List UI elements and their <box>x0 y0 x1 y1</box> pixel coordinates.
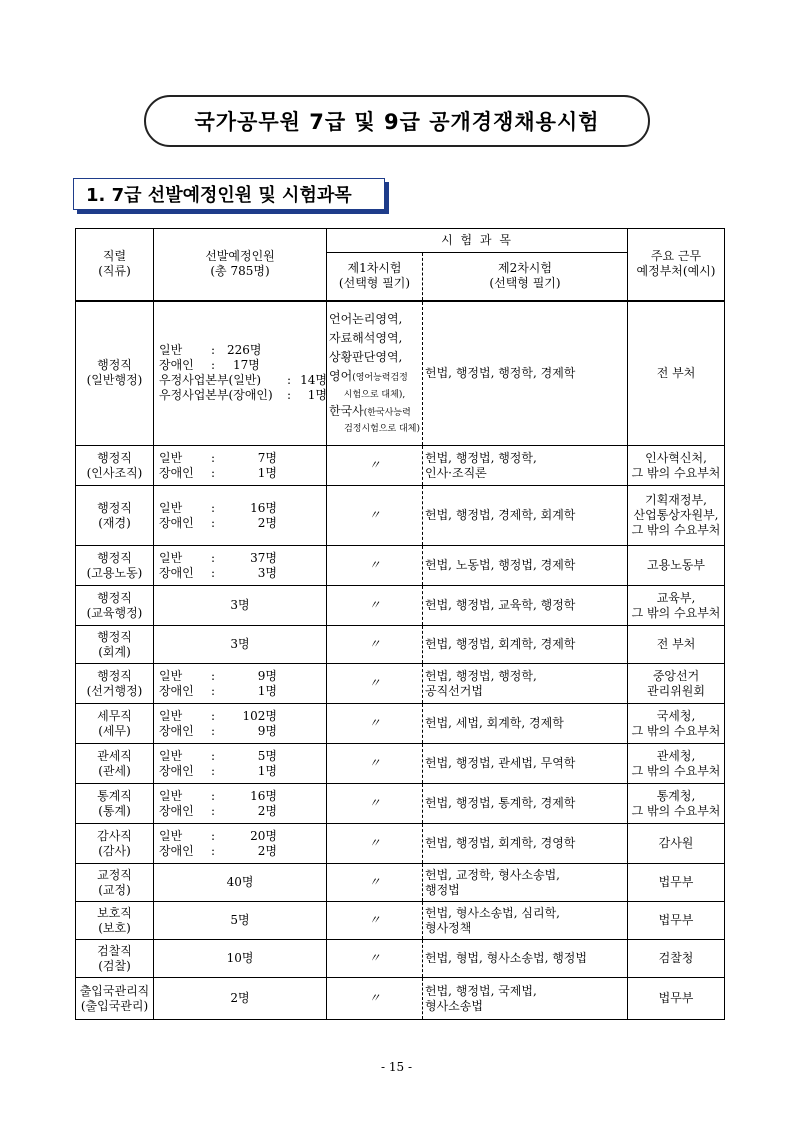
second-exam-line: 헌법, 행정법, 국제법, <box>425 983 537 998</box>
second-exam-line: 헌법, 행정법, 행정학, <box>425 450 537 465</box>
dept-line: 그 밖의 수요부처 <box>631 763 721 778</box>
count-line <box>156 388 327 403</box>
dept-line: 기획재정부, <box>645 493 707 507</box>
count-label: 일반 <box>159 343 183 358</box>
cell-dept <box>628 586 725 626</box>
cell-first-exam <box>327 864 423 902</box>
second-exam-line: 헌법, 행정법, 교육학, 행정학 <box>425 598 576 612</box>
second-exam-line: 헌법, 행정법, 행정학, <box>425 668 537 683</box>
table-row <box>76 784 725 824</box>
count-sep: : <box>211 763 216 778</box>
jik-text: 관세직 <box>97 748 132 763</box>
section-title <box>73 178 385 210</box>
page-number: - 15 - <box>380 1060 412 1074</box>
first-exam-hist-note: (한국사능력 <box>363 408 411 419</box>
cell-first-exam <box>327 664 423 704</box>
cell-dept <box>628 446 725 486</box>
count-line <box>156 804 324 819</box>
cell-first-exam <box>327 586 423 626</box>
second-exam-line: 공직선거법 <box>425 683 483 698</box>
count-sep: : <box>211 565 216 580</box>
count-label: 일반 <box>159 708 183 723</box>
count-label: 일반 <box>159 828 183 843</box>
header-siheom: 시 험 과 목 <box>327 229 628 253</box>
count-sep: : <box>211 450 216 465</box>
count-line <box>156 709 324 724</box>
cell-counts <box>154 301 327 446</box>
ryu-text: (보호) <box>98 920 131 935</box>
second-exam-line: 헌법, 행정법, 경제학, 회계학 <box>425 508 576 522</box>
cell-first-exam <box>327 626 423 664</box>
count-label: 장애인 <box>159 565 194 580</box>
count-total: 3명 <box>230 598 250 612</box>
count-line <box>156 551 324 566</box>
ryu-text: (세무) <box>98 723 131 738</box>
ryu-text: (고용노동) <box>86 565 143 580</box>
cell-first-exam <box>327 784 423 824</box>
dept-line: 법무부 <box>658 913 694 927</box>
header-seonbal <box>154 229 327 301</box>
count-label: 장애인 <box>159 465 194 480</box>
document-title <box>144 95 650 147</box>
count-sep: : <box>211 550 216 565</box>
jik-text: 보호직 <box>97 905 132 920</box>
second-exam-line: 헌법, 형법, 형사소송법, 행정법 <box>425 951 587 965</box>
count-line <box>156 343 324 358</box>
cell-counts <box>154 784 327 824</box>
jik-text: 세무직 <box>97 708 132 723</box>
header-second-text: 제2차시험 <box>497 261 552 276</box>
section-header <box>73 178 389 214</box>
jik-text: 검찰직 <box>97 943 132 958</box>
cell-dept <box>628 978 725 1020</box>
count-label: 장애인 <box>159 515 194 530</box>
ditto-mark: 〃 <box>368 598 381 612</box>
jik-text: 행정직 <box>97 629 132 644</box>
cell-counts <box>154 664 327 704</box>
dept-line: 인사혁신처, <box>645 450 707 465</box>
jik-text: 행정직 <box>97 590 132 605</box>
count-line <box>156 724 324 739</box>
count-value: 1명 <box>257 465 277 480</box>
cell-counts <box>154 586 327 626</box>
dept-line: 그 밖의 수요부처 <box>631 523 721 537</box>
jik-text: 행정직 <box>97 550 132 565</box>
second-exam-line: 헌법, 세법, 회계학, 경제학 <box>425 716 564 730</box>
cell-dept <box>628 824 725 864</box>
ditto-mark: 〃 <box>368 676 381 690</box>
ditto-mark: 〃 <box>368 756 381 770</box>
cell-first-exam <box>327 446 423 486</box>
second-exam-line: 헌법, 교정학, 형사소송법, <box>425 867 560 882</box>
cell-second-exam <box>423 978 628 1020</box>
first-exam-eng-note: (영어능력검정 <box>352 373 408 384</box>
count-label: 일반 <box>159 550 183 565</box>
dept-line: 산업통상자원부, <box>633 508 719 522</box>
count-sep: : <box>211 748 216 763</box>
second-exam-line: 헌법, 형사소송법, 심리학, <box>425 905 560 920</box>
cell-counts <box>154 940 327 978</box>
ryu-text: (검찰) <box>98 958 131 973</box>
cell-counts <box>154 446 327 486</box>
count-value: 9명 <box>257 668 277 683</box>
count-total: 5명 <box>230 913 250 927</box>
header-dept <box>628 229 725 301</box>
cell-second-exam <box>423 586 628 626</box>
table-row <box>76 546 725 586</box>
count-value: 7명 <box>257 450 277 465</box>
dept-line: 그 밖의 수요부처 <box>631 723 721 738</box>
header-dept-text: 주요 근무 <box>650 249 702 264</box>
count-sep: : <box>287 388 292 403</box>
cell-second-exam <box>423 626 628 664</box>
ditto-mark: 〃 <box>368 458 381 472</box>
cell-first-exam <box>327 546 423 586</box>
header-jikryeol <box>76 229 154 301</box>
cell-first-exam <box>327 902 423 940</box>
count-value: 1명 <box>307 388 327 403</box>
cell-jik <box>76 824 154 864</box>
first-exam-hist: 한국사 <box>329 404 364 419</box>
header-first-text: 제1차시험 <box>347 261 402 276</box>
cell-second-exam <box>423 864 628 902</box>
cell-dept <box>628 784 725 824</box>
count-line <box>156 669 324 684</box>
cell-counts <box>154 626 327 664</box>
ditto-mark: 〃 <box>368 951 381 965</box>
table-row <box>76 446 725 486</box>
count-line <box>156 451 324 466</box>
count-value: 37명 <box>250 550 277 565</box>
cell-jik <box>76 546 154 586</box>
ryu-text: (통계) <box>98 803 131 818</box>
second-exam-line: 헌법, 행정법, 회계학, 경제학 <box>425 637 576 651</box>
cell-second-exam <box>423 486 628 546</box>
count-line <box>156 466 324 481</box>
count-value: 1명 <box>257 763 277 778</box>
cell-jik <box>76 301 154 446</box>
ditto-mark: 〃 <box>368 508 381 522</box>
count-value: 5명 <box>257 748 277 763</box>
jik-text: 출입국관리직 <box>79 983 150 998</box>
jik-text: 행정직 <box>97 358 132 373</box>
dept-line: 관리위원회 <box>647 683 705 698</box>
dept-line: 그 밖의 수요부처 <box>631 465 721 480</box>
ditto-mark: 〃 <box>368 716 381 730</box>
jik-text: 교정직 <box>97 867 132 882</box>
cell-jik <box>76 744 154 784</box>
count-sep: : <box>211 343 216 358</box>
cell-counts <box>154 486 327 546</box>
count-value: 102명 <box>242 708 277 723</box>
dept-line: 국세청, <box>656 708 696 723</box>
table-row <box>76 824 725 864</box>
header-seonbal-text: 선발예정인원 <box>205 249 275 264</box>
second-exam-line: 인사·조직론 <box>425 465 487 480</box>
first-exam-line: 자료해석영역, <box>329 331 403 346</box>
cell-jik <box>76 784 154 824</box>
cell-second-exam <box>423 744 628 784</box>
count-sep: : <box>211 723 216 738</box>
cell-first-exam <box>327 486 423 546</box>
cell-jik <box>76 586 154 626</box>
ditto-mark: 〃 <box>368 875 381 889</box>
cell-jik <box>76 864 154 902</box>
dept-line: 법무부 <box>658 875 694 889</box>
table-row <box>76 586 725 626</box>
cell-dept <box>628 940 725 978</box>
cell-jik <box>76 446 154 486</box>
count-value: 9명 <box>257 723 277 738</box>
count-value: 2명 <box>257 843 277 858</box>
count-total: 3명 <box>230 637 250 651</box>
cell-counts <box>154 978 327 1020</box>
ryu-text: (관세) <box>98 763 131 778</box>
count-line <box>156 764 324 779</box>
dept-line: 법무부 <box>658 991 694 1005</box>
count-label: 일반 <box>159 748 183 763</box>
count-line <box>156 566 324 581</box>
ryu-text: (선거행정) <box>86 683 143 698</box>
first-exam-hist-note2: 검정시험으로 대체) <box>344 424 420 435</box>
table-row <box>76 626 725 664</box>
cell-counts <box>154 704 327 744</box>
cell-jik <box>76 704 154 744</box>
count-label: 일반 <box>159 668 183 683</box>
ditto-mark: 〃 <box>368 796 381 810</box>
first-exam-line: 언어논리영역, <box>329 312 403 327</box>
dept-line: 전 부처 <box>656 637 696 651</box>
first-exam-line <box>329 367 420 388</box>
count-sep: : <box>211 358 216 373</box>
count-line <box>156 373 327 388</box>
dept-line: 그 밖의 수요부처 <box>631 605 721 620</box>
second-exam-line: 형사정책 <box>425 920 472 935</box>
count-total: 2명 <box>230 991 250 1005</box>
count-line <box>156 516 324 531</box>
ryu-text: (교정) <box>98 882 131 897</box>
dept-line: 관세청, <box>656 748 696 763</box>
cell-second-exam <box>423 664 628 704</box>
cell-first-exam <box>327 978 423 1020</box>
cell-jik <box>76 626 154 664</box>
second-exam-line: 형사소송법 <box>425 998 483 1013</box>
table-row <box>76 902 725 940</box>
dept-line: 감사원 <box>658 836 694 850</box>
count-label: 우정사업본부(일반) <box>159 373 262 388</box>
cell-dept <box>628 486 725 546</box>
count-sep: : <box>211 683 216 698</box>
cell-second-exam <box>423 902 628 940</box>
count-sep: : <box>211 515 216 530</box>
cell-first-exam <box>327 744 423 784</box>
ditto-mark: 〃 <box>368 836 381 850</box>
count-line <box>156 501 324 516</box>
count-sep: : <box>211 500 216 515</box>
count-sep: : <box>211 843 216 858</box>
cell-jik <box>76 902 154 940</box>
dept-line: 검찰청 <box>658 951 694 965</box>
cell-dept <box>628 301 725 446</box>
dept-line: 고용노동부 <box>647 558 705 572</box>
count-sep: : <box>211 668 216 683</box>
cell-counts <box>154 744 327 784</box>
table-row <box>76 864 725 902</box>
ditto-mark: 〃 <box>368 637 381 651</box>
dept-line: 교육부, <box>656 590 696 605</box>
ryu-text: (교육행정) <box>86 605 143 620</box>
jik-text: 행정직 <box>97 668 132 683</box>
table-row <box>76 978 725 1020</box>
second-exam-line: 행정법 <box>425 882 460 897</box>
count-line <box>156 844 324 859</box>
count-value: 16명 <box>250 788 277 803</box>
cell-first-exam <box>327 824 423 864</box>
count-label: 장애인 <box>159 843 194 858</box>
count-line <box>156 789 324 804</box>
cell-counts <box>154 902 327 940</box>
header-jikryeol-text: 직렬 <box>102 249 127 264</box>
header-dept-sub: 예정부처(예시) <box>636 264 716 279</box>
jik-text: 통계직 <box>97 788 132 803</box>
cell-dept <box>628 704 725 744</box>
header-second <box>423 253 628 301</box>
count-line <box>156 358 324 373</box>
second-exam-line: 헌법, 행정법, 회계학, 경영학 <box>425 836 576 850</box>
cell-dept <box>628 546 725 586</box>
table-row <box>76 301 725 446</box>
cell-second-exam <box>423 940 628 978</box>
header-jikryu-text: (직류) <box>98 264 131 279</box>
count-label: 일반 <box>159 450 183 465</box>
count-sep: : <box>211 465 216 480</box>
count-sep: : <box>211 828 216 843</box>
cell-second-exam <box>423 446 628 486</box>
cell-counts <box>154 546 327 586</box>
cell-jik <box>76 978 154 1020</box>
first-exam-eng-note2: 시험으로 대체), <box>343 390 406 401</box>
cell-dept <box>628 744 725 784</box>
first-exam-eng: 영어 <box>329 369 353 384</box>
section-title-text: 1. 7급 선발예정인원 및 시험과목 <box>86 185 352 206</box>
jik-text: 행정직 <box>97 450 132 465</box>
cell-dept <box>628 864 725 902</box>
count-label: 장애인 <box>159 358 194 373</box>
header-second-sub: (선택형 필기) <box>489 276 561 291</box>
cell-second-exam <box>423 301 628 446</box>
count-label: 일반 <box>159 788 183 803</box>
count-sep: : <box>211 788 216 803</box>
count-value: 17명 <box>233 358 260 373</box>
header-seonbal-total: (총 785명) <box>210 264 270 279</box>
document-title-text: 국가공무원 7급 및 9급 공개경쟁채용시험 <box>194 110 600 134</box>
count-label: 장애인 <box>159 763 194 778</box>
jik-text: 감사직 <box>97 828 132 843</box>
count-value: 226명 <box>227 343 262 358</box>
cell-dept <box>628 902 725 940</box>
cell-second-exam <box>423 824 628 864</box>
dept-line: 중앙선거 <box>652 668 700 683</box>
first-exam-line: 상황판단영역, <box>329 350 403 365</box>
ryu-text: (재경) <box>98 515 131 530</box>
count-line <box>156 829 324 844</box>
cell-second-exam <box>423 546 628 586</box>
ditto-mark: 〃 <box>368 913 381 927</box>
count-value: 3명 <box>257 565 277 580</box>
ryu-text: (출입국관리) <box>80 998 149 1013</box>
count-label: 장애인 <box>159 803 194 818</box>
cell-dept <box>628 626 725 664</box>
ditto-mark: 〃 <box>368 558 381 572</box>
first-exam-line <box>329 402 420 423</box>
cell-counts <box>154 824 327 864</box>
dept-line: 그 밖의 수요부처 <box>631 803 721 818</box>
second-exam-line: 헌법, 행정법, 관세법, 무역학 <box>425 756 576 770</box>
cell-first-exam <box>327 301 423 446</box>
count-line <box>156 749 324 764</box>
count-value: 2명 <box>257 515 277 530</box>
count-total: 40명 <box>226 875 254 889</box>
count-sep: : <box>211 708 216 723</box>
count-sep: : <box>287 373 292 388</box>
count-total: 10명 <box>226 951 254 965</box>
dept-line: 통계청, <box>656 788 696 803</box>
count-line <box>156 684 324 699</box>
table-row <box>76 664 725 704</box>
second-exam-line: 헌법, 행정법, 통계학, 경제학 <box>425 796 576 810</box>
ryu-text: (인사조직) <box>86 465 143 480</box>
jik-text: 행정직 <box>97 500 132 515</box>
table-row <box>76 744 725 784</box>
count-label: 장애인 <box>159 723 194 738</box>
cell-counts <box>154 864 327 902</box>
count-label: 일반 <box>159 500 183 515</box>
cell-second-exam <box>423 784 628 824</box>
header-first-sub: (선택형 필기) <box>338 276 411 291</box>
dept-line: 전 부처 <box>656 365 696 380</box>
table-row <box>76 704 725 744</box>
table-row <box>76 486 725 546</box>
count-value: 16명 <box>250 500 277 515</box>
count-value: 2명 <box>257 803 277 818</box>
ditto-mark: 〃 <box>368 991 381 1005</box>
header-first <box>327 253 423 301</box>
cell-first-exam <box>327 940 423 978</box>
count-label: 우정사업본부(장애인) <box>159 388 273 403</box>
count-value: 20명 <box>250 828 277 843</box>
cell-jik <box>76 486 154 546</box>
count-sep: : <box>211 803 216 818</box>
cell-jik <box>76 664 154 704</box>
second-exam-line: 헌법, 행정법, 행정학, 경제학 <box>425 365 576 380</box>
table-row <box>76 940 725 978</box>
cell-second-exam <box>423 704 628 744</box>
second-exam-line: 헌법, 노동법, 행정법, 경제학 <box>425 558 576 572</box>
cell-jik <box>76 940 154 978</box>
cell-dept <box>628 664 725 704</box>
count-label: 장애인 <box>159 683 194 698</box>
count-value: 1명 <box>257 683 277 698</box>
ryu-text: (회계) <box>98 644 131 659</box>
count-value: 14명 <box>300 373 327 388</box>
exam-table <box>75 228 725 1020</box>
ryu-text: (일반행정) <box>86 373 143 388</box>
cell-first-exam <box>327 704 423 744</box>
ryu-text: (감사) <box>98 843 131 858</box>
